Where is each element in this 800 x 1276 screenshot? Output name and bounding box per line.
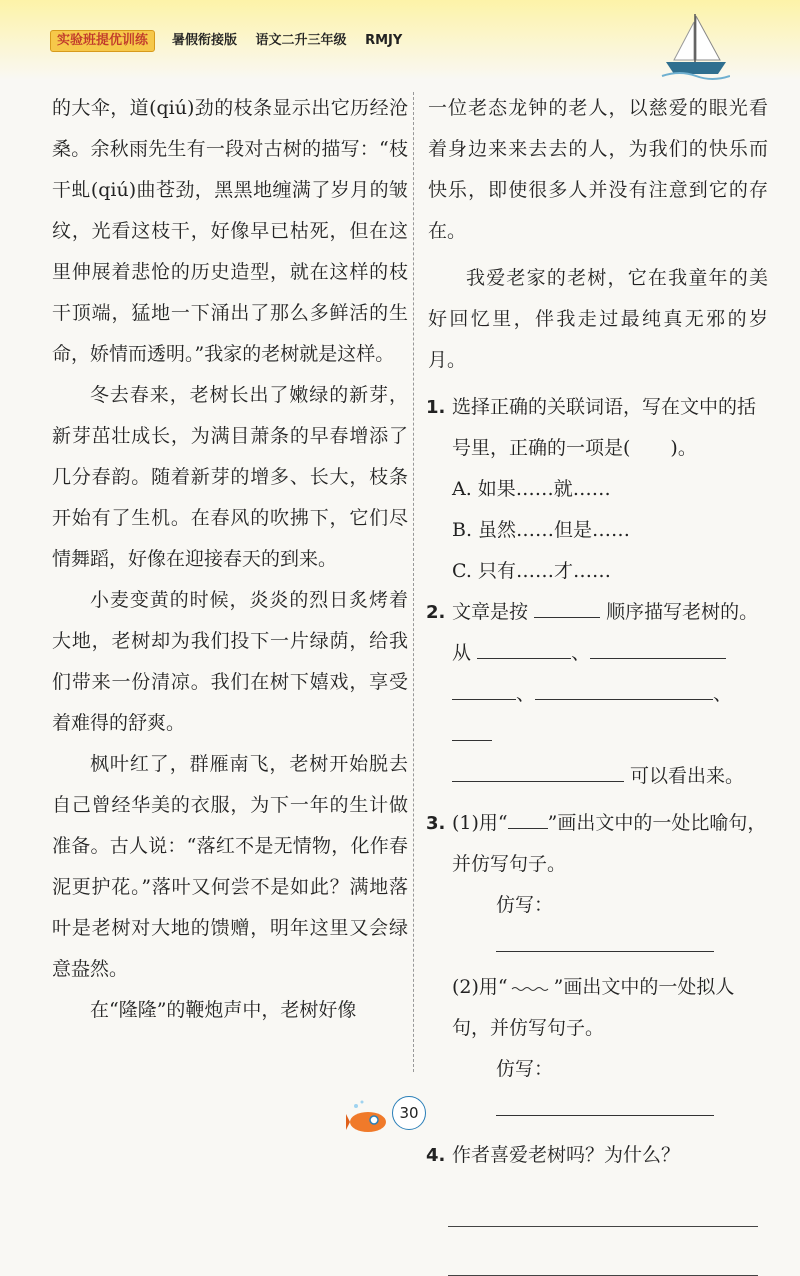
answer-blank[interactable] (496, 1093, 714, 1116)
answer-blank[interactable] (477, 636, 571, 659)
paragraph: 小麦变黄的时候，炎炎的烈日炙烤着大地，老树却为我们投下一片绿荫，给我们带来一份清凉。我们在树下嬉戏，享受着难得的舒爽。 (52, 589, 408, 734)
question-number: 2. (426, 602, 446, 623)
answer-blank[interactable] (496, 929, 714, 952)
passage-left-column (52, 88, 408, 1031)
answer-blank[interactable] (452, 718, 492, 741)
header-info (172, 31, 416, 51)
sub1-text-a: (1)用“ (452, 812, 508, 834)
paragraph: 在“隆隆”的鞭炮声中，老树好像 (90, 999, 357, 1021)
answer-blank[interactable] (590, 636, 726, 659)
edition-label: 暑假衔接版 (172, 33, 238, 48)
question-3 (428, 803, 768, 885)
separator: 、 (571, 642, 591, 664)
question-stem: 选择正确的关联词语，写在文中的括号里，正确的一项是( (452, 396, 757, 459)
q2-text-1: 文章是按 (452, 601, 529, 623)
paragraph: 的大伞，道(qiú)劲的枝条显示出它历经沧桑。余秋雨先生有一段对古树的描写：“枝干虬(qiú)曲苍劲，黑黑地缠满了岁月的皱纹，光看这枝干，好像早已枯死，但在这里伸展着悲怆的历史造型，就在这样的枝干顶端，猛地一下涌出了那么多鲜活的生命，娇情而透明。”我家的老树就是这样。 (52, 97, 408, 365)
page-number: 30 (392, 1096, 426, 1130)
answer-blank[interactable] (452, 677, 516, 700)
right-column (428, 88, 768, 1276)
imitate-label: 仿写： (496, 1058, 554, 1080)
answer-blank[interactable] (452, 759, 624, 782)
submarine-fish-icon (346, 1098, 396, 1138)
option-b: B. 虽然……但是…… (452, 519, 631, 541)
straight-underline-sample (508, 806, 548, 829)
option-a: A. 如果……就…… (452, 478, 611, 500)
option-c: C. 只有……才…… (452, 560, 611, 582)
subject-grade-label: 语文二升三年级 (255, 33, 347, 48)
imitate-label: 仿写： (496, 894, 554, 916)
answer-blank[interactable] (535, 677, 713, 700)
q2-text-2: 顺序描写老树的。从 (452, 601, 759, 664)
wavy-underline-sample (508, 971, 554, 993)
separator: 、 (713, 683, 733, 705)
sub2-text-a: (2)用“ (452, 976, 508, 998)
paragraph: 枫叶红了，群雁南飞，老树开始脱去自己曾经华美的衣服，为下一年的生计做准备。古人说：“落红不是无情物，化作春泥更护花。”落叶又何尝不是如此？满地落叶是老树对大地的馈赠，明年这里又会绿意盎然。 (52, 753, 408, 980)
question-stem: 作者喜爱老树吗？为什么？ (452, 1144, 681, 1166)
question-number: 1. (426, 397, 446, 418)
imitate-line-1 (428, 885, 768, 967)
paragraph: 冬去春来，老树长出了嫩绿的新芽，新芽茁壮成长，为满目萧条的早春增添了几分春韵。随着新芽的增多、长大，枝条开始有了生机。在春风的吹拂下，它们尽情舞蹈，好像在迎接春天的到来。 (52, 384, 408, 570)
answer-blank[interactable] (534, 595, 600, 618)
question-4 (428, 1135, 768, 1176)
q2-tail: 可以看出来。 (630, 765, 745, 787)
question-stem-end: )。 (670, 437, 697, 459)
sub2-text-b: ”画出文中的一处拟人句，并仿写句子。 (452, 976, 735, 1039)
question-number: 4. (426, 1145, 446, 1166)
question-number: 3. (426, 813, 446, 834)
column-divider (413, 92, 414, 1072)
separator: 、 (516, 683, 536, 705)
answer-line[interactable] (448, 1226, 758, 1227)
question-3-sub-2 (428, 967, 768, 1049)
series-tag: 实验班提优训练 (50, 30, 155, 52)
publisher-code: RMJY (365, 33, 403, 48)
paragraph: 一位老态龙钟的老人，以慈爱的眼光看着身边来来去去的人，为我们的快乐而快乐，即使很多人并没有注意到它的存在。 (428, 97, 768, 242)
imitate-line-2 (428, 1049, 768, 1131)
question-1 (428, 387, 768, 469)
sailboat-icon (660, 12, 730, 82)
paragraph: 我爱老家的老树，它在我童年的美好回忆里，伴我走过最纯真无邪的岁月。 (428, 267, 768, 371)
sub1-text-b: ”画出文中的一处比喻句，并仿写句子。 (452, 812, 767, 875)
question-2 (428, 592, 768, 797)
